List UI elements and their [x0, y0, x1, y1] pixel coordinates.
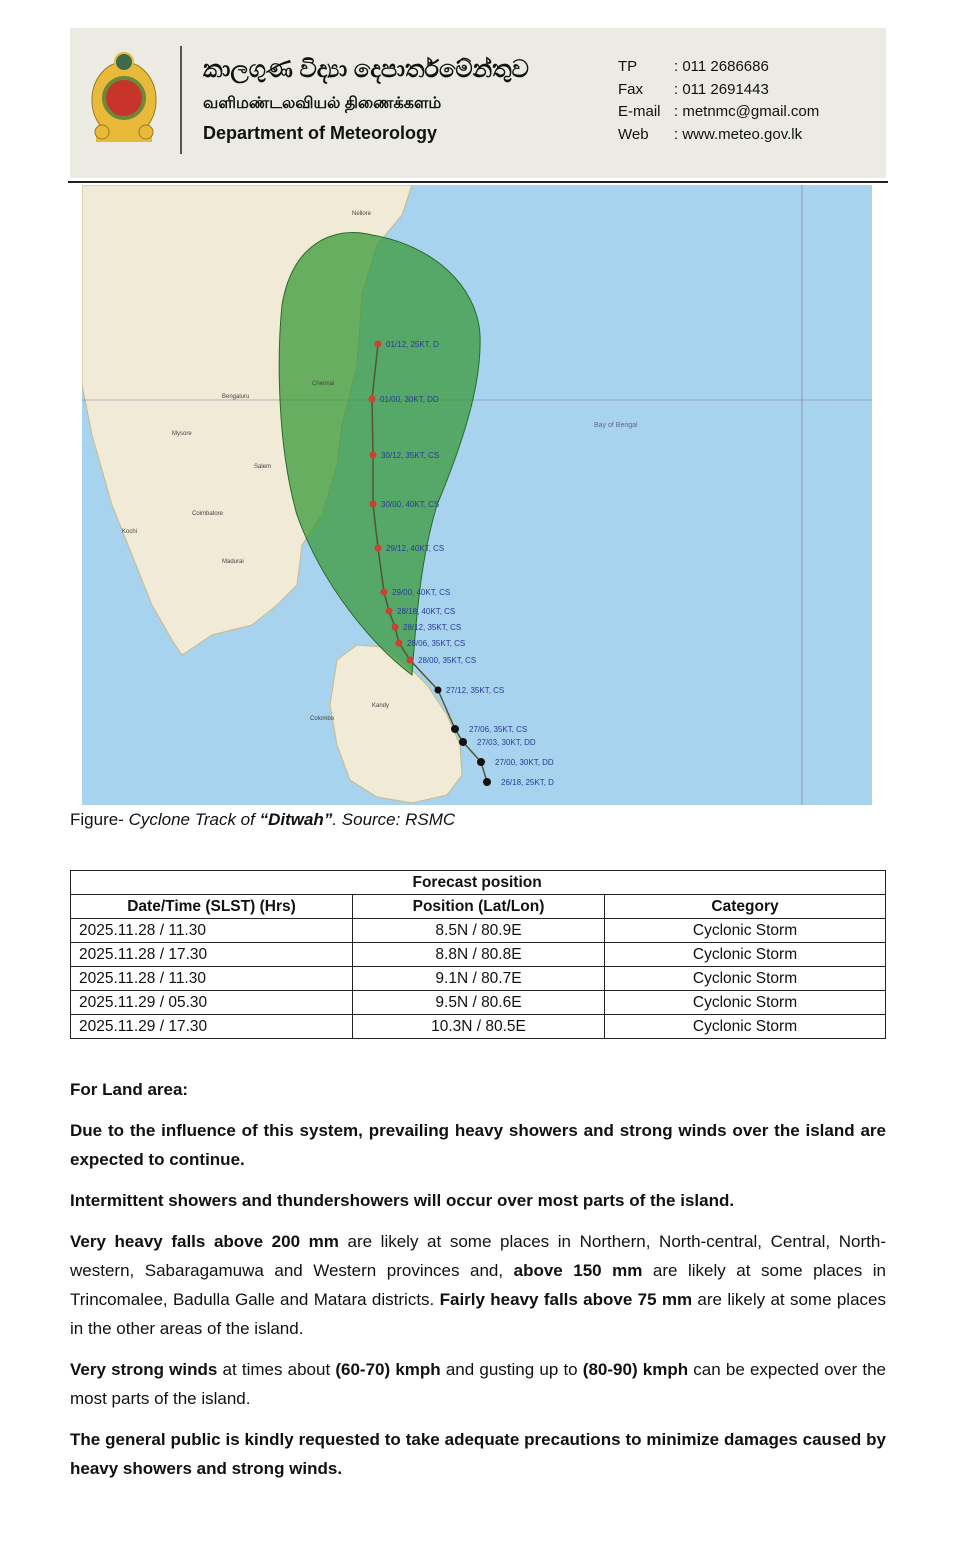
track-point: [370, 452, 377, 459]
place-label: Nellore: [352, 211, 372, 217]
sea-label: Bay of Bengal: [594, 422, 638, 429]
text: can be expected over the most parts of the island.: [70, 1360, 886, 1408]
track-point: [375, 545, 382, 552]
track-point: [381, 589, 388, 596]
table-row: [71, 1015, 886, 1039]
track-point: [392, 624, 399, 631]
track-point: [407, 657, 414, 664]
track-point: [451, 725, 459, 733]
forecast-table: [70, 870, 886, 1039]
text: are likely at some places in Trincomalee, Badulla Galle and Matara districts.: [70, 1261, 886, 1309]
track-label: 26/18, 25KT, D: [501, 778, 554, 787]
cyclone-track-map: [82, 185, 872, 805]
table-row: [71, 967, 886, 991]
table-cell: 9.1N / 80.7E: [353, 967, 605, 991]
track-label: 27/12, 35KT, CS: [446, 686, 505, 695]
title-sinhala: කාලගුණ විද්‍යා දෙපාර්තමේන්තුව: [203, 56, 529, 83]
column-header: Date/Time (SLST) (Hrs): [71, 895, 353, 919]
place-label: Madurai: [222, 559, 244, 565]
track-label: 27/06, 35KT, CS: [469, 725, 528, 734]
track-point: [459, 738, 467, 746]
caption-text: Cyclone Track of: [128, 810, 260, 829]
place-label: Mysore: [172, 431, 192, 437]
rainfall-paragraph: [70, 1227, 886, 1343]
place-label: Bengaluru: [222, 394, 250, 400]
track-label: 29/12, 40KT, CS: [386, 544, 445, 553]
table-cell: Cyclonic Storm: [605, 919, 886, 943]
track-label: 28/18, 40KT, CS: [397, 607, 456, 616]
text-bold: (60-70) kmph: [335, 1360, 441, 1379]
text: and gusting up to: [440, 1360, 583, 1379]
track-point: [483, 778, 491, 786]
text: are likely at some places in Northern, North-central, Central, North-western, Sabaragamuwa and Western provinces and,: [70, 1232, 886, 1280]
wind-paragraph: [70, 1355, 886, 1413]
track-point: [375, 341, 382, 348]
website: : www.meteo.gov.lk: [674, 125, 803, 143]
paragraph: The general public is kindly requested to take adequate precautions to minimize damages caused by heavy showers and strong winds.: [70, 1430, 886, 1478]
place-label: Chennai: [312, 381, 335, 387]
text: at times about: [217, 1360, 336, 1379]
track-label: 27/00, 30KT, DD: [495, 758, 554, 767]
contact-info: [618, 56, 819, 146]
track-label: 28/06, 35KT, CS: [407, 639, 466, 648]
figure-caption: [70, 810, 455, 830]
sri-lanka-emblem-icon: [90, 48, 158, 148]
table-cell: 2025.11.28 / 17.30: [71, 943, 353, 967]
cyclone-name: “Ditwah”: [259, 810, 333, 829]
table-cell: 8.5N / 80.9E: [353, 919, 605, 943]
text-bold: (80-90) kmph: [582, 1360, 689, 1379]
forecast-text: [70, 1075, 886, 1495]
text-bold: Fairly heavy falls above 75 mm: [439, 1290, 693, 1309]
contact-label: Fax: [618, 80, 644, 98]
fax: : 011 2691443: [674, 80, 769, 98]
table-row: [71, 943, 886, 967]
table-row: [71, 991, 886, 1015]
table-row: [71, 919, 886, 943]
email: : metnmc@gmail.com: [674, 103, 820, 120]
track-label: 01/12, 25KT, D: [386, 340, 439, 349]
table-cell: Cyclonic Storm: [605, 991, 886, 1015]
divider: [180, 46, 182, 154]
land-heading: For Land area:: [70, 1080, 189, 1099]
track-point: [435, 687, 442, 694]
group-header: Forecast position: [353, 871, 886, 895]
caption-prefix: Figure-: [70, 810, 129, 829]
table-cell: 2025.11.28 / 11.30: [71, 919, 353, 943]
track-label: 01/00, 30KT, DD: [380, 395, 439, 404]
table-cell: 2025.11.28 / 11.30: [71, 967, 353, 991]
title-tamil: வளிமண்டலவியல் திணைக்களம்: [203, 95, 442, 112]
header-rule: [68, 181, 888, 183]
letterhead: [70, 28, 886, 178]
track-label: 28/00, 35KT, CS: [418, 656, 477, 665]
text: are likely at some places in the other areas of the island.: [70, 1290, 886, 1338]
place-label: Kandy: [372, 703, 390, 709]
text-bold: Very strong winds: [70, 1360, 218, 1379]
column-header: Category: [605, 895, 886, 919]
track-label: 29/00, 40KT, CS: [392, 588, 451, 597]
track-point: [386, 608, 393, 615]
table-cell: 2025.11.29 / 17.30: [71, 1015, 353, 1039]
table-cell: 2025.11.29 / 05.30: [71, 991, 353, 1015]
title-english: Department of Meteorology: [203, 123, 438, 143]
paragraph: Due to the influence of this system, prevailing heavy showers and strong winds over the island are expected to continue.: [70, 1121, 886, 1169]
track-label: 28/12, 35KT, CS: [403, 623, 462, 632]
phone: : 011 2686686: [674, 58, 769, 75]
contact-label: E-mail: [618, 103, 661, 120]
column-header: Position (Lat/Lon): [353, 895, 605, 919]
contact-label: TP: [618, 58, 638, 75]
contact-label: Web: [618, 125, 649, 143]
table-cell: Cyclonic Storm: [605, 943, 886, 967]
paragraph: Intermittent showers and thundershowers will occur over most parts of the island.: [70, 1191, 735, 1210]
text-bold: above 150 mm: [513, 1261, 643, 1280]
table-cell: Cyclonic Storm: [605, 967, 886, 991]
place-label: Salem: [254, 464, 272, 470]
track-point: [396, 640, 403, 647]
track-label: 30/00, 40KT, CS: [381, 500, 440, 509]
text-bold: Very heavy falls above 200 mm: [70, 1232, 339, 1251]
place-label: Kochi: [122, 529, 138, 535]
caption-source: . Source: RSMC: [332, 810, 456, 829]
table-cell: Cyclonic Storm: [605, 1015, 886, 1039]
track-point: [477, 758, 485, 766]
table-cell: 9.5N / 80.6E: [353, 991, 605, 1015]
track-point: [370, 501, 377, 508]
place-label: Colombo: [310, 716, 335, 722]
track-label: 30/12, 35KT, CS: [381, 451, 440, 460]
track-point: [369, 396, 376, 403]
place-label: Coimbatore: [192, 511, 224, 517]
track-label: 27/03, 30KT, DD: [477, 738, 536, 747]
table-cell: 8.8N / 80.8E: [353, 943, 605, 967]
table-cell: 10.3N / 80.5E: [353, 1015, 605, 1039]
